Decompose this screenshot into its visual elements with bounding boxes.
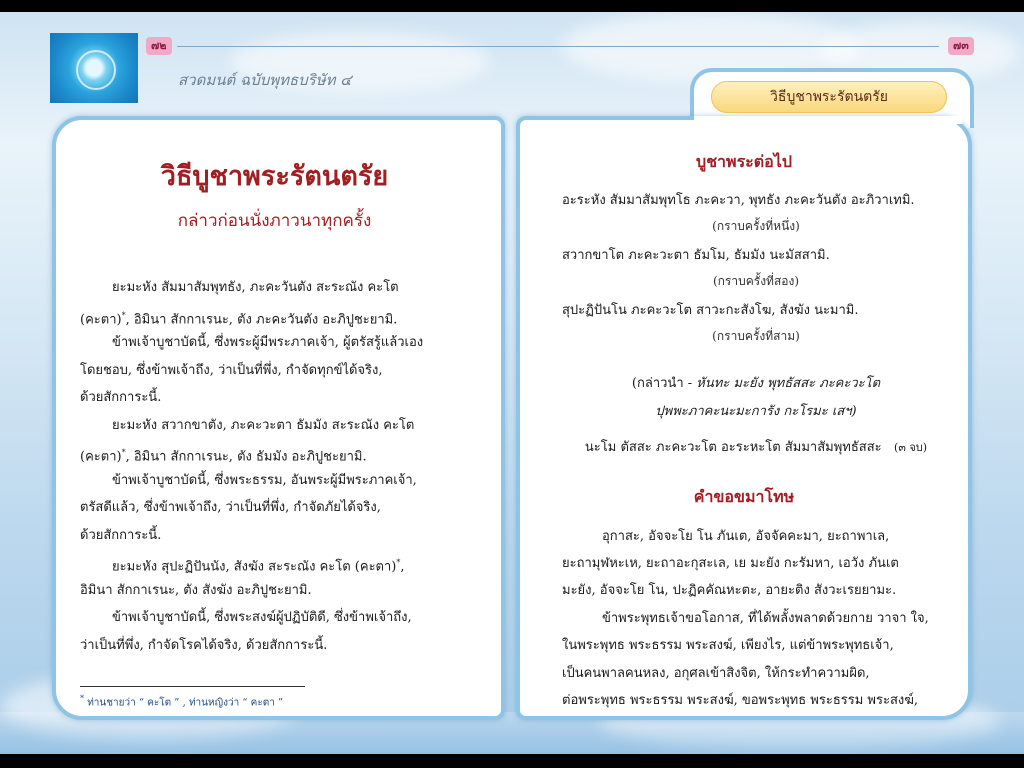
section-title-apology: คำขอขมาโทษ — [693, 487, 795, 506]
text-line: โดยชอบ, ซึ่งข้าพเจ้าถึง, ว่าเป็นที่พึ่ง, กำจัดทุกข์ได้จริง, — [80, 362, 383, 378]
prostration-note: (กราบครั้งที่สอง) — [712, 274, 800, 288]
page-title: วิธีบูชาพระรัตนตรัย — [160, 161, 389, 192]
chant-line: ข้าพระพุทธเจ้าขอโอกาส, ที่ได้พลั้งพลาดด้วยกาย วาจา ใจ, — [602, 611, 929, 626]
text-line: ข้าพเจ้าบูชาบัดนี้, ซึ่งพระสงฆ์ผู้ปฏิบัติดี, ซึ่งข้าพเจ้าถึง, — [112, 610, 412, 625]
text-line: ข้าพเจ้าบูชาบัดนี้, ซึ่งพระธรรม, อันพระผู้มีพระภาคเจ้า, — [112, 472, 417, 488]
text-line: (คะตา)*, อิมินา สักกาเรนะ, ตัง ธัมมัง อะภิปูชะยามิ. — [80, 448, 367, 465]
text-line: ว่าเป็นที่พึ่ง, กำจัดโรคได้จริง, ด้วยสักการะนี้. — [80, 637, 328, 653]
text-line: อิมินา สักกาเรนะ, ตัง สังฆัง อะภิปูชะยามิ. — [80, 582, 312, 598]
lead-chant-line: ปุพพะภาคะนะมะการัง กะโรมะ เสฯ) — [655, 404, 857, 419]
lead-chant-line: (กล่าวนำ - หันทะ มะยัง พุทธัสสะ ภะคะวะโต — [631, 376, 881, 391]
footnote-rule — [80, 686, 305, 687]
emblem-logo — [50, 33, 138, 103]
text-line: (คะตา)*, อิมินา สักกาเรนะ, ตัง ภะคะวันตัง อะภิปูชะยามิ. — [80, 310, 398, 327]
text-line: ด้วยสักการะนี้. — [80, 527, 162, 543]
chant-line: ในพระพุทธ พระธรรม พระสงฆ์, เพียงไร, แต่ข้าพระพุทธเจ้า, — [562, 638, 894, 653]
book-title: สวดมนต์ ฉบับพุทธบริษัท ๔ — [178, 71, 352, 89]
page-number-right: ๗๓ — [948, 37, 974, 55]
text-line: ยะมะหัง สวากขาตัง, ภะคะวะตา ธัมมัง สะระณัง คะโต — [112, 417, 415, 433]
chant-line: อุกาสะ, อัจจะโย โน ภันเต, อัจจัคคะมา, ยะถาพาเล, — [602, 529, 890, 544]
footnote: * ท่านชายว่า “ คะโต ” , ท่านหญิงว่า “ คะตา ” — [80, 694, 284, 709]
left-body-text — [80, 274, 455, 659]
chant-line: ต่อพระพุทธ พระธรรม พระสงฆ์, ขอพระพุทธ พระธรรม พระสงฆ์, — [562, 693, 919, 708]
section-title-worship: บูชาพระต่อไป — [696, 152, 792, 171]
text-line: ข้าพเจ้าบูชาบัดนี้, ซึ่งพระผู้มีพระภาคเจ้า, ผู้ตรัสรู้แล้วเอง — [112, 335, 424, 350]
header-rule — [177, 46, 939, 47]
chant-line: ยะถามุฬหะเห, ยะถาอะกุสะเล, เย มะยัง กะรัมหา, เอวัง ภันเต — [562, 556, 899, 571]
chant-line: เป็นคนพาลคนหลง, อกุศลเข้าสิงจิต, ให้กระทำความผิด, — [562, 666, 870, 681]
prostration-note: (กราบครั้งที่สาม) — [712, 329, 800, 343]
namo-line: นะโม ตัสสะ ภะคะวะโต อะระหะโต สัมมาสัมพุทธัสสะ (๓ จบ) — [584, 440, 928, 455]
chant-line: สวากขาโต ภะคะวะตา ธัมโม, ธัมมัง นะมัสสามิ. — [562, 248, 830, 263]
chant-line: อะระหัง สัมมาสัมพุทโธ ภะคะวา, พุทธัง ภะคะวันตัง อะภิวาเทมิ. — [562, 193, 915, 208]
chant-line: สุปะฏิปันโน ภะคะวะโต สาวะกะสังโฆ, สังฆัง นะมามิ. — [562, 303, 859, 318]
text-line: ด้วยสักการะนี้. — [80, 390, 162, 405]
chant-line: มะยัง, อัจจะโย โน, ปะฏิคคัณหะตะ, อายะติง สังวะเรยยามะ. — [562, 583, 897, 598]
prostration-note: (กราบครั้งที่หนึ่ง) — [712, 219, 800, 233]
page-spread — [0, 12, 1024, 754]
page-subtitle: กล่าวก่อนนั่งภาวนาทุกครั้ง — [177, 211, 372, 231]
text-line: ยะมะหัง สัมมาสัมพุทธัง, ภะคะวันตัง สะระณัง คะโต — [112, 280, 399, 295]
page-number-left: ๗๒ — [146, 37, 172, 55]
text-line: ตรัสดีแล้ว, ซึ่งข้าพเจ้าถึง, ว่าเป็นที่พึ่ง, กำจัดภัยได้จริง, — [80, 500, 381, 515]
text-line: ยะมะหัง สุปะฏิปันนัง, สังฆัง สะระณัง คะโต (คะตา)*, — [112, 558, 405, 575]
section-tab: วิธีบูชาพระรัตนตรัย — [711, 81, 947, 113]
